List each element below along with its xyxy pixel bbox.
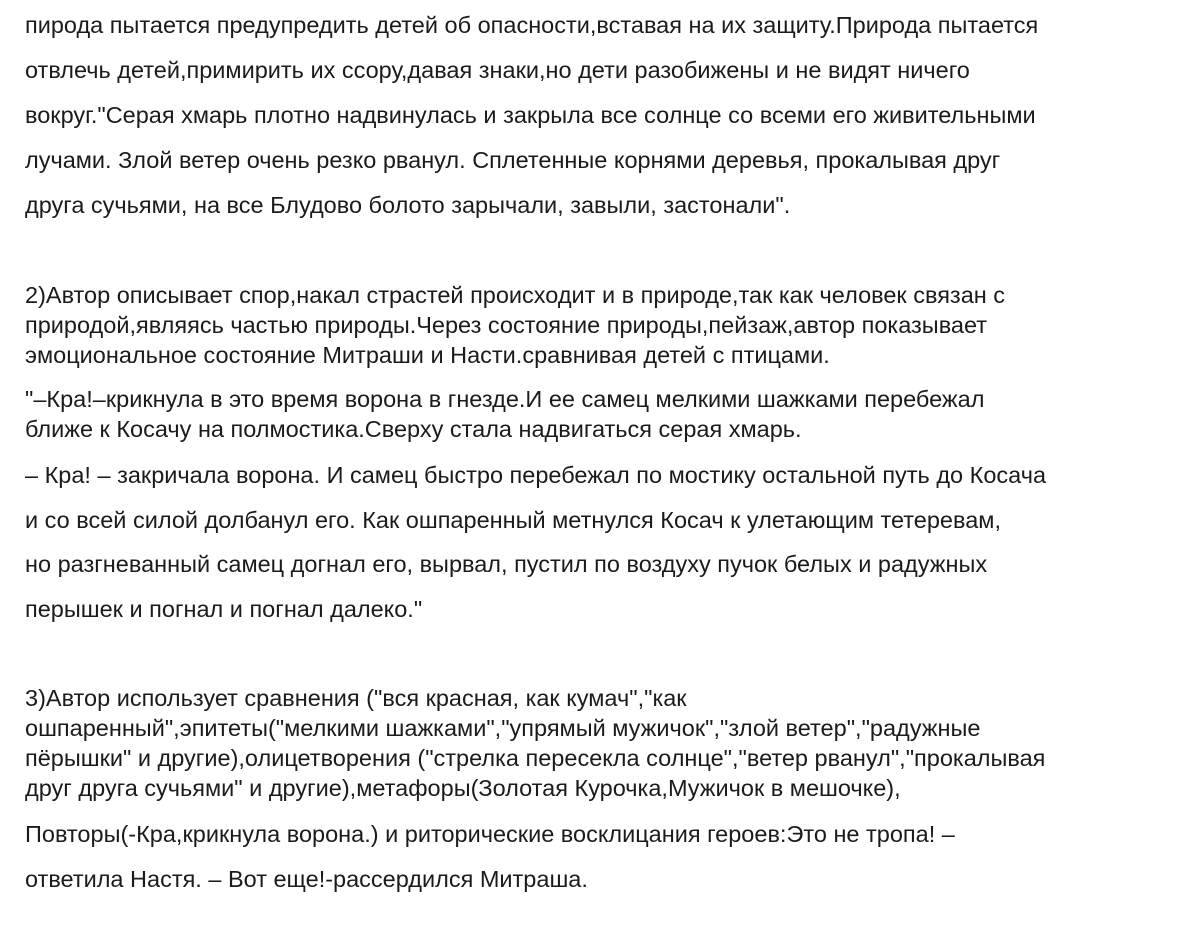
text-line: пирода пытается предупредить детей об опасности,вставая на их защиту.Природа пытается [25, 12, 1039, 38]
text-line: друга сучьями, на все Блудово болото зарычали, завыли, застонали". [25, 192, 791, 218]
text-line: ближе к Косачу на полмостика.Сверху стала надвигаться серая хмарь. [25, 416, 802, 442]
text-line: ошпаренный",эпитеты("мелкими шажками","упрямый мужичок","злой ветер","радужные [25, 715, 981, 741]
text-line: лучами. Злой ветер очень резко рванул. Сплетенные корнями деревья, прокалывая друг [25, 147, 1001, 173]
text-line: вокруг."Серая хмарь плотно надвинулась и закрыла все солнце со всеми его живительными [25, 102, 1036, 128]
text-line: и со всей силой долбанул его. Как ошпаренный метнулся Косач к улетающим тетеревам, [25, 507, 1001, 533]
text-line: но разгневанный самец догнал его, вырвал, пустил по воздуху пучок белых и радужных [25, 551, 988, 577]
text-line: перышек и погнал и погнал далеко." [25, 596, 423, 622]
text-line: пёрышки" и другие),олицетворения ("стрелка пересекла солнце","ветер рванул","прокалывая [25, 745, 1046, 771]
text-line: отвлечь детей,примирить их ссору,давая знаки,но дети разобижены и не видят ничего [25, 57, 970, 83]
text-line: природой,являясь частью природы.Через состояние природы,пейзаж,автор показывает [25, 312, 988, 338]
text-line: друг друга сучьями" и другие),метафоры(Золотая Курочка,Мужичок в мешочке), [25, 775, 901, 801]
text-line: "–Кра!–крикнула в это время ворона в гнезде.И ее самец мелкими шажками перебежал [25, 386, 985, 412]
text-line: 2)Автор описывает спор,накал страстей происходит и в природе,так как человек связан с [25, 282, 1006, 308]
text-line: ответила Настя. – Вот еще!-рассердился Митраша. [25, 866, 588, 892]
text-line: 3)Автор использует сравнения ("вся красная, как кумач","как [25, 685, 687, 711]
text-line: эмоциональное состояние Митраши и Насти.сравнивая детей с птицами. [25, 342, 830, 368]
text-line: – Кра! – закричала ворона. И самец быстро перебежал по мостику остальной путь до Косача [25, 462, 1047, 488]
text-line: Повторы(-Кра,крикнула ворона.) и риторические восклицания героев:Это не тропа! – [25, 821, 955, 847]
